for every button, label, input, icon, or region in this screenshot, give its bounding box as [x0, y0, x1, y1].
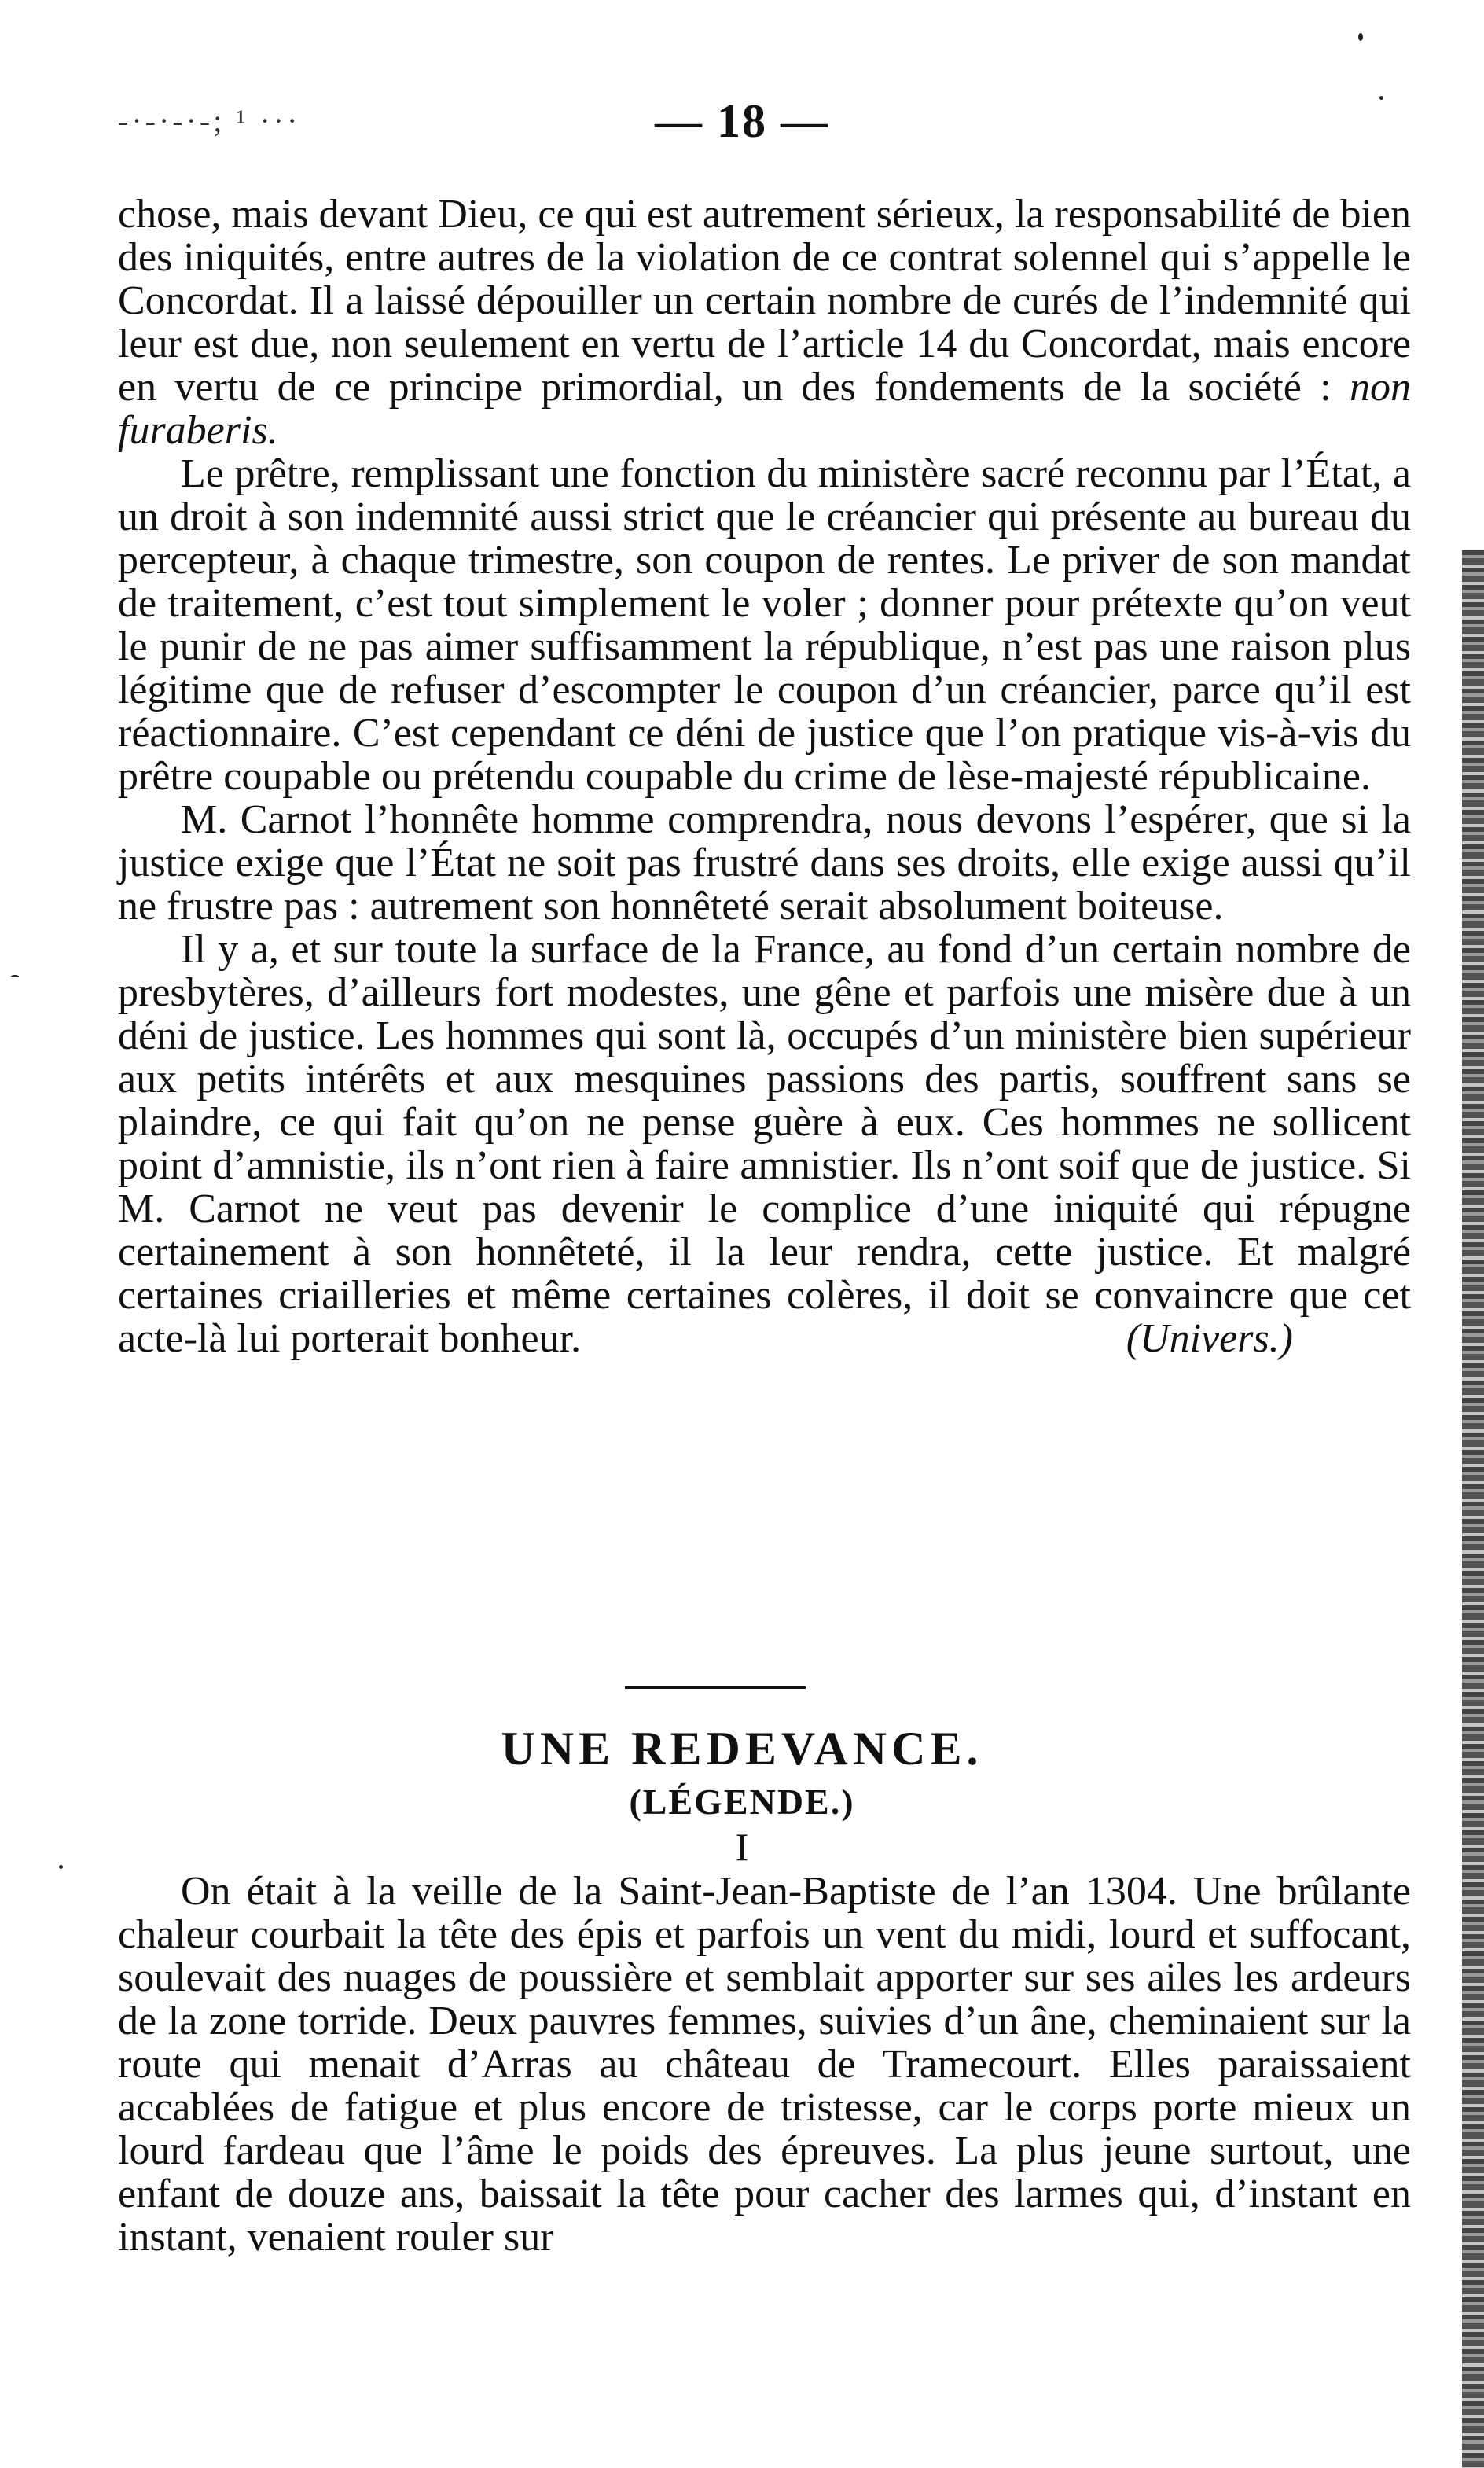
- margin-marks: -·-·-·-; ¹ ···: [118, 103, 301, 138]
- article-subtitle: (LÉGENDE.): [629, 1782, 855, 1822]
- paragraph-2: Le prêtre, remplissant une fonction du ministère sacré reconnu par l’État, a un droit à son indemnité aussi strict que le créancier qui présente au bureau du percepteur, à chaque trimestre, son coupon de rentes. Le priver de son mandat de traitement, c’est tout simplement le voler ; donner pour prétexte qu’on veut le punir de ne pas aimer suffisamment la république, n’est pas une raison plus légitime que de refuser d’escompter le coupon d’un créancier, parce qu’il est réactionnaire. C’est cependant ce déni de justice que l’on pratique vis-à-vis du prêtre coupable ou prétendu coupable du crime de lèse-majesté républicaine.: [118, 451, 1411, 799]
- source-attribution: (Univers.): [1126, 1316, 1293, 1361]
- scan-edge-noise: [1462, 550, 1484, 2468]
- paragraph-4: Il y a, et sur toute la surface de la France, au fond d’un certain nombre de presbytères, d’ailleurs fort modestes, une gêne et parfois une misère due à un déni de justice. Les hommes qui sont là, occupés d’un ministère bien supérieur aux petits intérêts et aux mesquines passions des partis, souffrent sans se plaindre, ce qui fait qu’on ne pense guère à eux. Ces hommes ne sollicent point d’amnistie, ils n’ont rien à faire amnistier. Ils n’ont soif que de justice. Si M. Carnot ne veut pas devenir le complice d’une iniquité qui répugne certainement à son honnêteté, il la leur rendra, cette justice. Et malgré certaines criailleries et même certaines colères, il doit se convaincre que cet acte-là lui porterait bonheur.: [118, 927, 1411, 1361]
- redevance-paragraph: On était à la veille de la Saint-Jean-Baptiste de l’an 1304. Une brûlante chaleur courbait la tête des épis et parfois un vent du midi, lourd et suffocant, soulevait des nuages de poussière et semblait apporter sur ses ailes les ardeurs de la zone torride. Deux pauvres femmes, suivies d’un âne, cheminaient sur la route qui menait d’Arras au château de Tramecourt. Elles paraissaient accablées de fatigue et plus encore de tristesse, car le corps porte mieux un lourd fardeau que l’âme le poids des épreuves. La plus jeune surtout, une enfant de douze ans, baissait la tête pour cacher des larmes qui, d’instant en instant, venaient rouler sur: [118, 1869, 1411, 2260]
- paragraph-1-text: chose, mais devant Dieu, ce qui est autrement sérieux, la responsabilité de bien des iniquités, entre autres de la violation de ce contrat solennel qui s’appelle le Concordat. Il a laissé dépouiller un certain nombre de curés de l’indemnité qui leur est due, non seulement en vertu de l’article 14 du Concordat, mais encore en vertu de ce principe primordial, un des fondements de la société :: [118, 192, 1411, 410]
- scan-speck: [1358, 33, 1363, 41]
- section-number: I: [735, 1825, 749, 1869]
- scan-speck: [1379, 96, 1383, 100]
- latin-phrase: non furaberis.: [118, 365, 1412, 453]
- scan-speck: [59, 1865, 63, 1869]
- section-divider: [625, 1686, 806, 1689]
- paragraph-1: [118, 193, 1411, 452]
- article-title: UNE REDEVANCE.: [501, 1723, 983, 1775]
- paragraph-3: M. Carnot l’honnête homme comprendra, nous devons l’espérer, que si la justice exige que l’État ne soit pas frustré dans ses droits, elle exige aussi qu’il ne frustre pas : autrement son honnêteté serait absolument boiteuse.: [118, 797, 1411, 929]
- article-univers: [118, 193, 1411, 1360]
- page-number: — 18 —: [655, 95, 829, 147]
- article-redevance: [118, 1870, 1411, 2259]
- scan-speck: [11, 975, 19, 977]
